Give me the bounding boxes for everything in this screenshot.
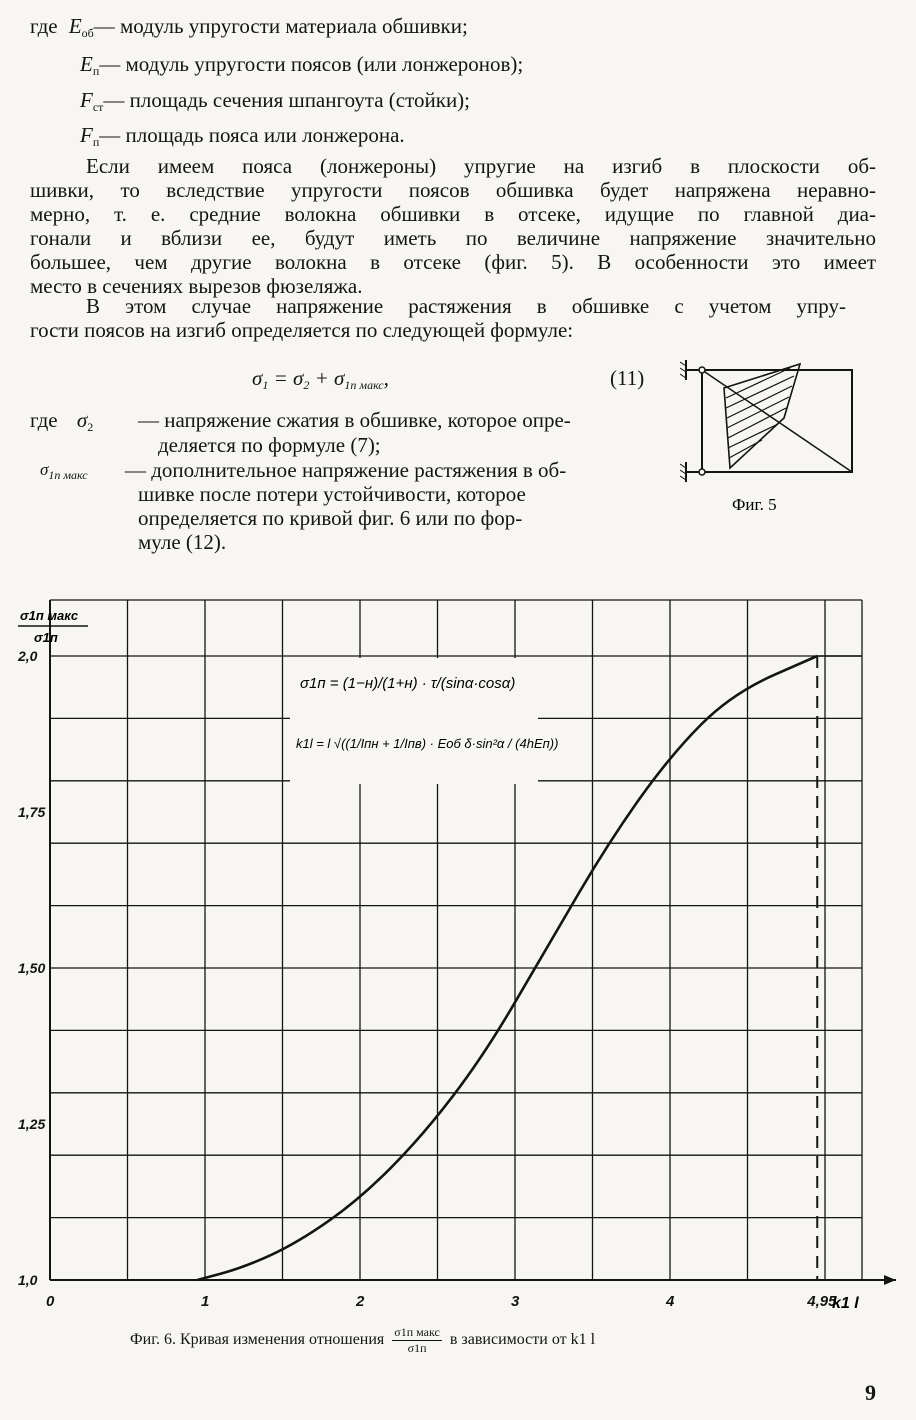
figure-6-caption	[130, 1325, 595, 1356]
fig5-diagonal	[702, 370, 852, 472]
def-f-st: $F_{ст}—$ площадь сечения шпангоута (стойки);	[80, 88, 471, 114]
where-sigma2-line: — напряжение сжатия в обшивке, которое опре-	[138, 408, 571, 432]
y-tick-label: 1,0	[18, 1272, 38, 1288]
paragraph-1	[30, 154, 876, 298]
paragraph-1-line: шивки, то вследствие упругости поясов обшивка будет напряжена неравно-	[30, 178, 876, 202]
x-axis-label: k1 l	[832, 1295, 859, 1312]
x-tick-label: 4	[666, 1293, 675, 1310]
where-sigma2-line: деляется по формуле (7);	[158, 433, 381, 457]
figure-6-chart	[0, 580, 916, 1360]
formula-k1l: k1l = l √((1/Iпн + 1/Iпв) · Eоб δ·sin²α / (4hEп))	[296, 736, 559, 751]
formula-11-number: (11)	[610, 366, 645, 390]
x-tick-label: 1	[201, 1293, 210, 1310]
fig5-hinge-bottom	[699, 469, 705, 475]
where-sigma1n-line: определяется по кривой фиг. 6 или по фор-	[138, 506, 523, 530]
x-tick-label: 0	[46, 1293, 55, 1310]
paragraph-2	[30, 294, 846, 342]
x-tick-label: 2	[356, 1293, 365, 1310]
x-tick-label: 3	[511, 1293, 520, 1310]
caption-fraction	[392, 1325, 442, 1356]
paragraph-1-line: мерно, т. е. средние волокна обшивки в отсеке, идущие по главной диа-	[30, 202, 876, 226]
y-tick-label: 1,25	[18, 1116, 46, 1132]
fig5-hatching	[726, 368, 794, 458]
formula-11: $\sigma_1 = \sigma_2 + \sigma_{1п макс}$,	[252, 366, 389, 392]
paragraph-2-line: В этом случае напряжение растяжения в обшивке с учетом упру-	[86, 294, 846, 318]
page-number: 9	[865, 1380, 876, 1405]
where-sigma2-prefix: где $\sigma_2$	[30, 408, 94, 434]
where-sigma1n-line: муле (12).	[138, 530, 227, 554]
def-e-p: $E_п—$ модуль упругости поясов (или лонжеронов);	[80, 52, 524, 78]
x-tick-label: 4,95	[807, 1293, 837, 1310]
paragraph-1-line: гонали и вблизи ее, будут иметь по величине напряжение значительно	[30, 226, 876, 250]
paragraph-1-line: Если имеем пояса (лонжероны) упругие на изгиб в плоскости об-	[86, 154, 876, 178]
caption-fraction-num: σ1п макс	[394, 1325, 440, 1339]
y-tick-label: 2,0	[18, 648, 38, 664]
caption-prefix: Фиг. 6. Кривая изменения отношения	[130, 1331, 385, 1349]
x-axis-arrow	[884, 1275, 896, 1285]
y-axis-label-denominator: σ1п	[34, 630, 58, 645]
fig5-hinge-top	[699, 367, 705, 373]
y-tick-label: 1,50	[18, 960, 46, 976]
def-e-ob: где $E_{об}—$ модуль упругости материала обшивки;	[30, 14, 468, 40]
y-tick-label: 1,75	[18, 804, 46, 820]
where-sigma1n-line: — дополнительное напряжение растяжения в об-	[125, 458, 567, 482]
where-sigma1n-line: шивке после потери устойчивости, которое	[138, 482, 526, 506]
def-f-p: $F_п—$ площадь пояса или лонжерона.	[80, 123, 405, 149]
paragraph-1-line: место в сечениях вырезов фюзеляжа.	[30, 274, 363, 298]
fig5-stress-region	[724, 364, 800, 468]
fig5-caption: Фиг. 5	[732, 495, 777, 514]
paragraph-2-line: гости поясов на изгиб определяется по следующей формуле:	[30, 318, 574, 342]
formula-sigma1n: σ1п = (1−н)/(1+н) · τ/(sinα·cosα)	[300, 675, 516, 692]
y-axis-label-numerator: σ1п макс	[20, 608, 79, 623]
caption-suffix: в зависимости от k1 l	[449, 1331, 596, 1349]
figure-5-diagram	[680, 356, 880, 526]
paragraph-1-line: большее, чем другие волокна в отсеке (фиг. 5). В особенности это имеет	[30, 250, 876, 274]
caption-fraction-den: σ1п	[407, 1341, 427, 1355]
where-sigma1n-symbol: $\sigma_{1п макс}$	[40, 460, 88, 482]
